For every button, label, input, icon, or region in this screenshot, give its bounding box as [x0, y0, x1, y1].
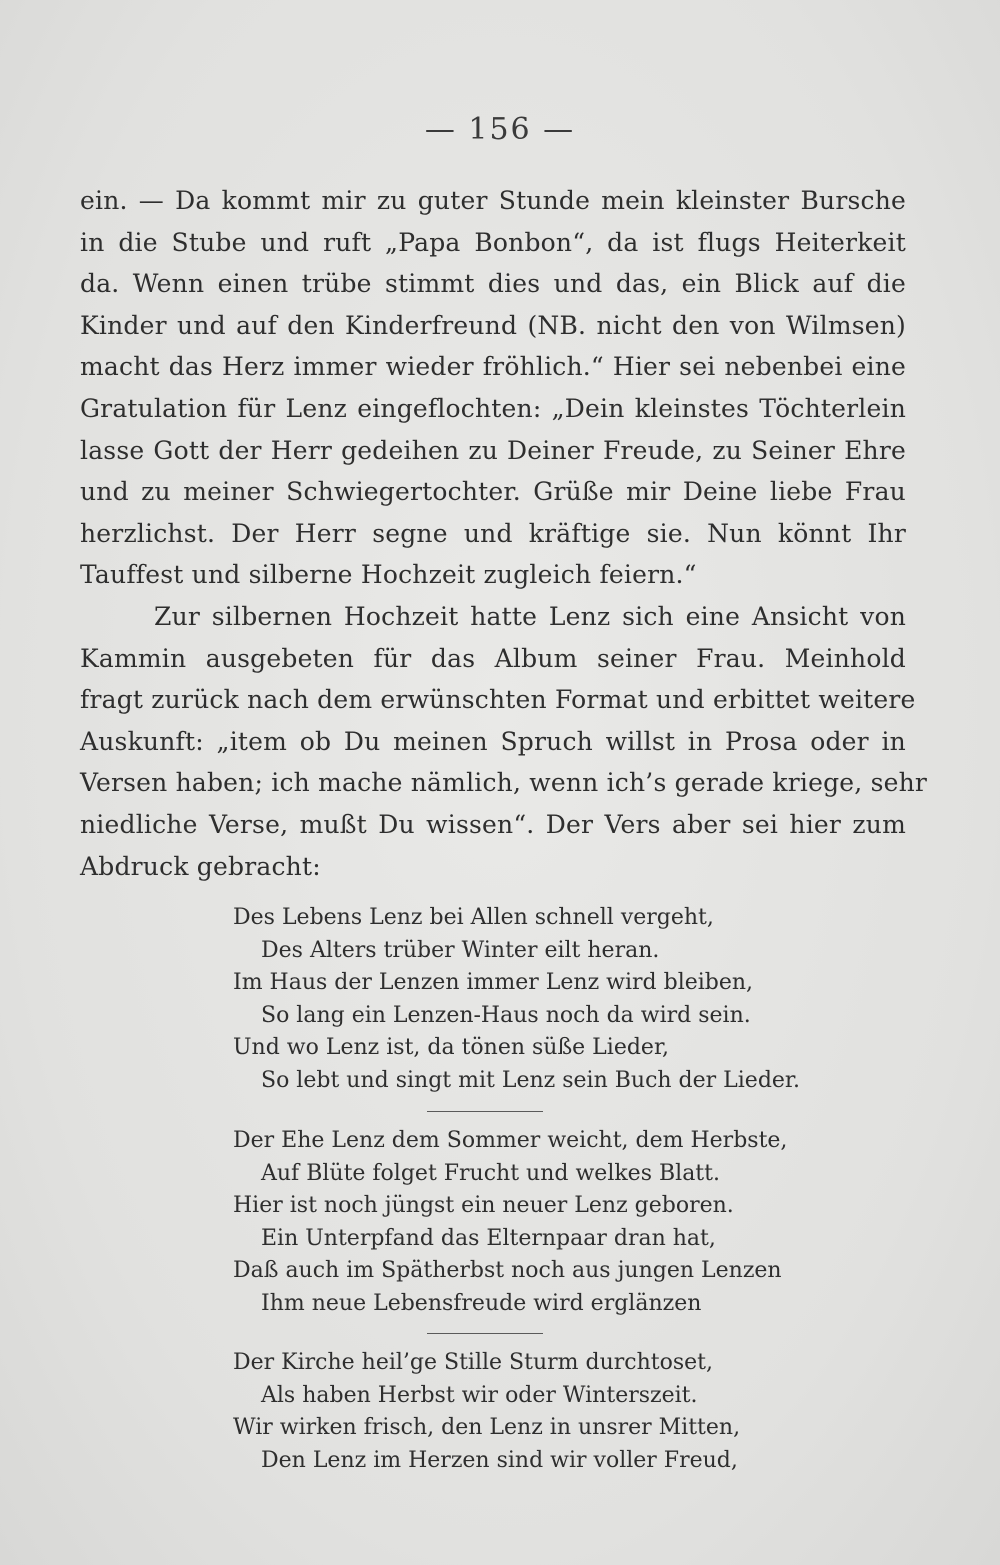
verse-line: Wir wirken frisch, den Lenz in unsrer Mitten,: [233, 1415, 741, 1440]
text-line: Zur silbernen Hochzeit hatte Lenz sich eine Ansicht von: [154, 602, 906, 631]
verse-line: Des Lebens Lenz bei Allen schnell vergeht,: [233, 905, 714, 930]
paragraph-1: [80, 180, 906, 596]
paragraph-2: [80, 596, 928, 887]
verse-line: So lang ein Lenzen-Haus noch da wird sein.: [261, 1002, 751, 1028]
text-line: niedliche Verse, mußt Du wissen“. Der Vers aber sei hier zum: [80, 809, 906, 839]
text-line: lasse Gott der Herr gedeihen zu Deiner Freude, zu Seiner Ehre: [80, 435, 906, 465]
verse-line: Im Haus der Lenzen immer Lenz wird bleiben,: [233, 970, 754, 995]
text-line: Abdruck gebracht:: [80, 851, 321, 881]
text-line: Tauffest und silberne Hochzeit zugleich feiern.“: [80, 560, 697, 590]
text-line: in die Stube und ruft „Papa Bonbon“, da ist flugs Heiterkeit: [80, 227, 906, 257]
verse-line: Ihm neue Lebensfreude wird erglänzen: [261, 1290, 702, 1316]
text-line: herzlichst. Der Herr segne und kräftige sie. Nun könnt Ihr: [80, 518, 906, 548]
verse-line: Der Ehe Lenz dem Sommer weicht, dem Herbste,: [233, 1128, 788, 1153]
verse-line: So lebt und singt mit Lenz sein Buch der Lieder.: [261, 1067, 801, 1093]
verse-line: Den Lenz im Herzen sind wir voller Freud,: [261, 1447, 738, 1473]
stanza-divider: [427, 1333, 543, 1334]
text-line: und zu meiner Schwiegertochter. Grüße mir Deine liebe Frau: [80, 477, 906, 507]
verse-line: Als haben Herbst wir oder Winterszeit.: [261, 1382, 698, 1408]
poem-stanza-1: [233, 902, 800, 1097]
poem-stanza-2: [233, 1125, 787, 1320]
verse-line: Des Alters trüber Winter eilt heran.: [261, 937, 660, 963]
text-line: da. Wenn einen trübe stimmt dies und das, ein Blick auf die: [80, 269, 906, 299]
poem-stanza-3: [233, 1347, 740, 1477]
text-line: Kinder und auf den Kinderfreund (NB. nicht den von Wilmsen): [80, 310, 906, 340]
verse-line: Ein Unterpfand das Elternpaar dran hat,: [261, 1225, 716, 1251]
text-line: Gratulation für Lenz eingeflochten: „Dein kleinstes Töchterlein: [80, 393, 906, 423]
verse-line: Hier ist noch jüngst ein neuer Lenz geboren.: [233, 1193, 734, 1218]
text-line: Kammin ausgebeten für das Album seiner Frau. Meinhold: [80, 643, 906, 673]
text-line: ein. — Da kommt mir zu guter Stunde mein kleinster Bursche: [80, 186, 906, 215]
stanza-divider: [427, 1111, 543, 1112]
text-line: macht das Herz immer wieder fröhlich.“ Hier sei nebenbei eine: [80, 352, 906, 382]
text-line: Auskunft: „item ob Du meinen Spruch willst in Prosa oder in: [80, 726, 906, 756]
page-number: — 156 —: [424, 112, 576, 147]
verse-line: Und wo Lenz ist, da tönen süße Lieder,: [233, 1035, 670, 1060]
verse-line: Daß auch im Spätherbst noch aus jungen Lenzen: [233, 1258, 782, 1283]
text-line: fragt zurück nach dem erwünschten Format und erbittet weitere: [80, 685, 916, 715]
text-line: Versen haben; ich mache nämlich, wenn ich’s gerade kriege, sehr: [80, 768, 928, 798]
verse-line: Der Kirche heil’ge Stille Sturm durchtoset,: [233, 1350, 713, 1375]
verse-line: Auf Blüte folget Frucht und welkes Blatt.: [261, 1160, 720, 1186]
